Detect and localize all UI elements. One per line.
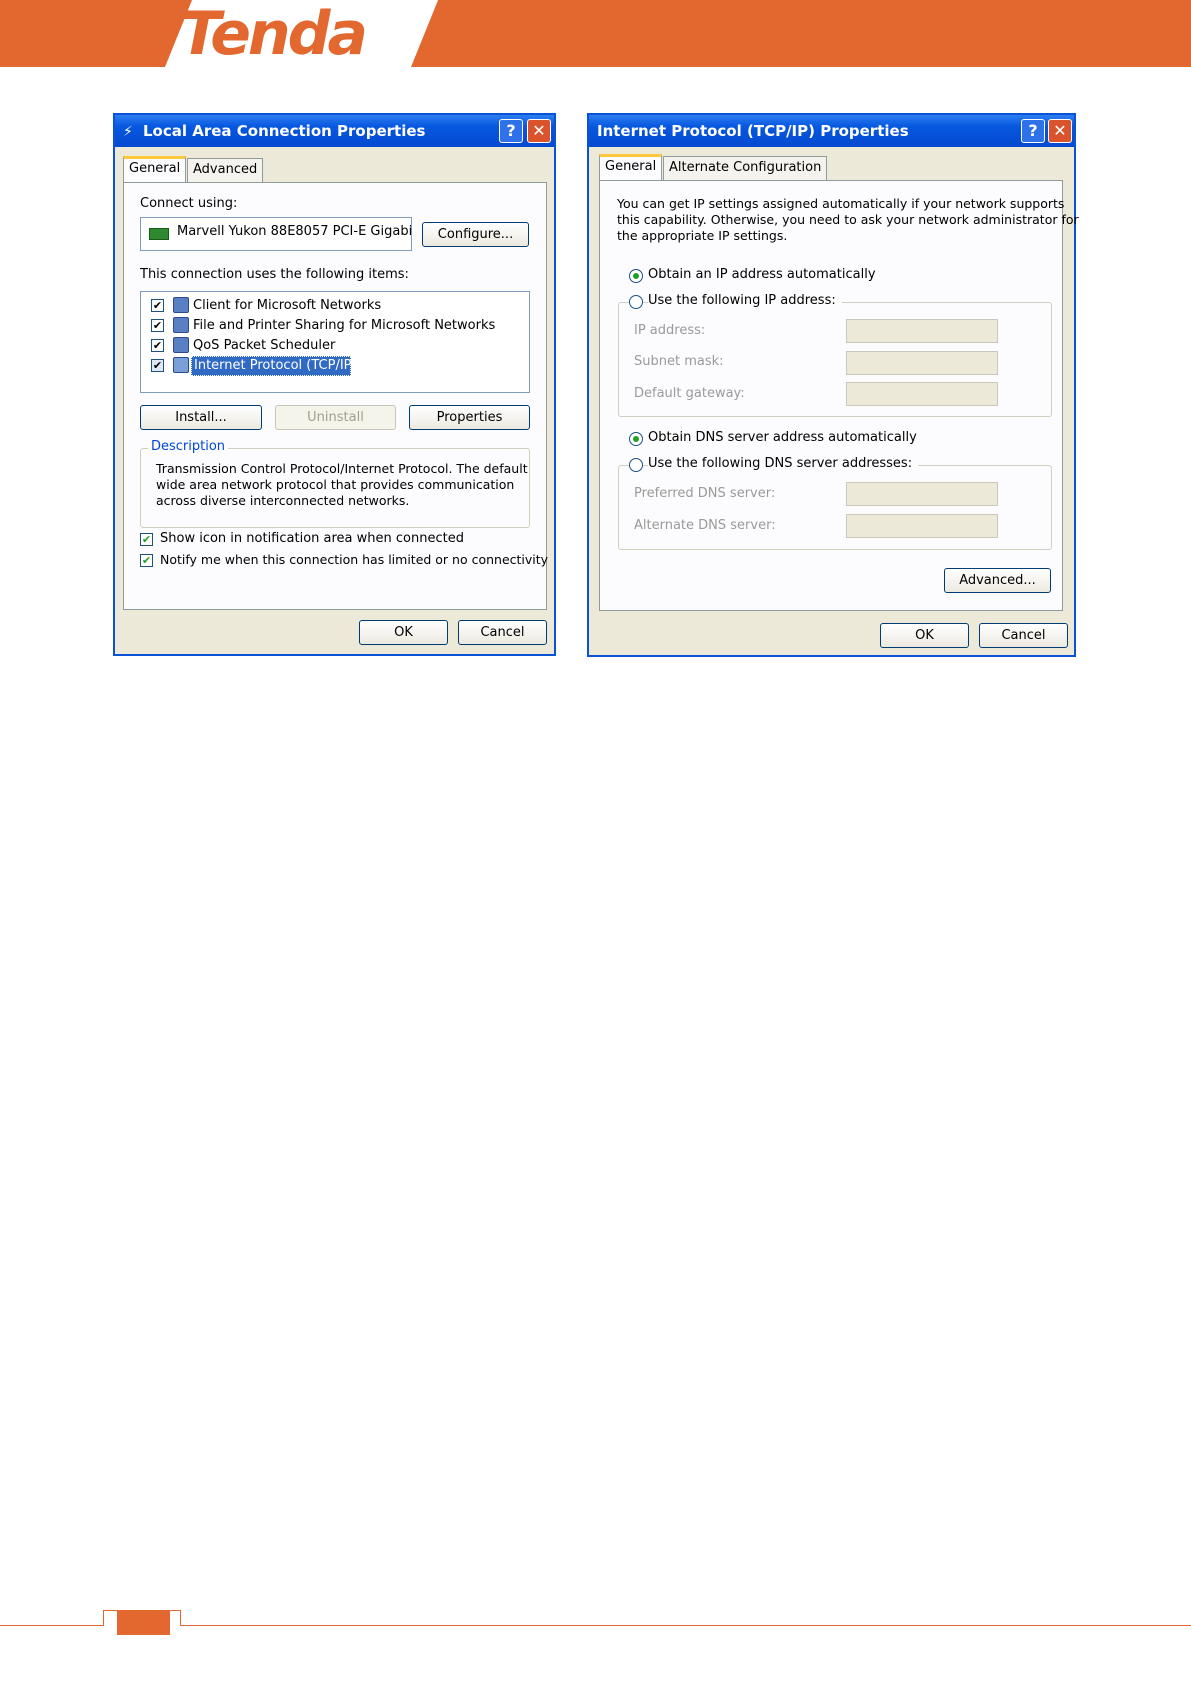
network-client-icon bbox=[173, 297, 189, 313]
dialog-titlebar[interactable] bbox=[589, 115, 1074, 147]
show-icon-checkbox[interactable]: ✔ bbox=[141, 533, 152, 546]
item-label: QoS Packet Scheduler bbox=[193, 338, 336, 353]
item-checkbox[interactable]: ✔ bbox=[152, 299, 163, 312]
item-checkbox[interactable]: ✔ bbox=[152, 339, 163, 352]
advanced-button[interactable]: Advanced... bbox=[944, 568, 1051, 593]
general-panel bbox=[123, 182, 547, 610]
preferred-dns-field[interactable] bbox=[846, 482, 998, 506]
description-line: Transmission Control Protocol/Internet Protocol. The default bbox=[156, 461, 528, 476]
dialog-title: Internet Protocol (TCP/IP) Properties bbox=[597, 122, 909, 140]
obtain-dns-label[interactable]: Obtain DNS server address automatically bbox=[648, 430, 917, 445]
list-item[interactable] bbox=[141, 336, 529, 356]
list-item[interactable] bbox=[141, 316, 529, 336]
tcpip-properties-dialog bbox=[587, 113, 1079, 657]
connect-using-label: Connect using: bbox=[140, 196, 238, 211]
alternate-dns-field[interactable] bbox=[846, 514, 998, 538]
description-label: Description bbox=[148, 439, 228, 454]
protocol-icon bbox=[173, 357, 189, 373]
dialog-titlebar[interactable] bbox=[115, 115, 554, 147]
default-gateway-label: Default gateway: bbox=[634, 386, 745, 401]
list-item-selected[interactable] bbox=[141, 356, 529, 376]
general-panel bbox=[599, 180, 1079, 611]
items-label: This connection uses the following items: bbox=[140, 267, 409, 282]
tab-alternate-configuration[interactable]: Alternate Configuration bbox=[663, 156, 827, 180]
notify-label[interactable]: Notify me when this connection has limited or no connectivity bbox=[160, 552, 549, 567]
ok-button[interactable]: OK bbox=[880, 623, 969, 648]
item-checkbox[interactable]: ✔ bbox=[152, 359, 163, 372]
cancel-button[interactable]: Cancel bbox=[458, 620, 547, 645]
item-label: File and Printer Sharing for Microsoft Networks bbox=[193, 318, 496, 333]
preferred-dns-label: Preferred DNS server: bbox=[634, 486, 776, 501]
ip-address-field[interactable] bbox=[846, 319, 998, 343]
scheduler-icon bbox=[173, 337, 189, 353]
dialog-title: Local Area Connection Properties bbox=[143, 122, 426, 140]
description-line: wide area network protocol that provides communication bbox=[156, 477, 515, 492]
obtain-ip-radio[interactable] bbox=[629, 269, 643, 283]
tab-general[interactable]: General bbox=[599, 154, 662, 180]
properties-button[interactable]: Properties bbox=[409, 405, 530, 430]
tab-general[interactable]: General bbox=[123, 156, 186, 182]
local-area-connection-dialog bbox=[113, 113, 556, 656]
subnet-mask-label: Subnet mask: bbox=[634, 354, 724, 369]
network-adapter-icon bbox=[149, 228, 169, 240]
selected-item-highlight bbox=[191, 356, 357, 376]
show-icon-label[interactable]: Show icon in notification area when connected bbox=[160, 531, 464, 546]
use-ip-radio[interactable] bbox=[629, 295, 643, 309]
page-number-block bbox=[117, 1610, 170, 1635]
obtain-dns-radio[interactable] bbox=[629, 432, 643, 446]
network-connection-icon: ⚡ bbox=[123, 124, 133, 140]
close-button[interactable]: ✕ bbox=[1048, 119, 1072, 143]
list-item[interactable] bbox=[141, 296, 529, 316]
cancel-button[interactable]: Cancel bbox=[979, 623, 1068, 648]
adapter-name: Marvell Yukon 88E8057 PCI-E Gigabi bbox=[177, 224, 413, 239]
item-checkbox[interactable]: ✔ bbox=[152, 319, 163, 332]
configure-button[interactable]: Configure... bbox=[422, 222, 529, 247]
item-label: Client for Microsoft Networks bbox=[193, 298, 382, 313]
obtain-ip-label[interactable]: Obtain an IP address automatically bbox=[648, 267, 876, 282]
file-sharing-icon bbox=[173, 317, 189, 333]
ip-address-label: IP address: bbox=[634, 323, 706, 338]
help-button[interactable]: ? bbox=[499, 119, 523, 143]
help-button[interactable]: ? bbox=[1021, 119, 1045, 143]
use-dns-label[interactable]: Use the following DNS server addresses: bbox=[648, 456, 918, 471]
use-ip-label[interactable]: Use the following IP address: bbox=[648, 293, 842, 308]
ok-button[interactable]: OK bbox=[359, 620, 448, 645]
install-button[interactable]: Install... bbox=[140, 405, 262, 430]
adapter-field bbox=[140, 217, 412, 251]
tenda-logo: Tenda bbox=[180, 0, 366, 69]
intro-line: this capability. Otherwise, you need to ask your network administrator for bbox=[617, 212, 1079, 227]
uninstall-button[interactable]: Uninstall bbox=[275, 405, 396, 430]
subnet-mask-field[interactable] bbox=[846, 351, 998, 375]
use-dns-radio[interactable] bbox=[629, 458, 643, 472]
description-line: across diverse interconnected networks. bbox=[156, 493, 410, 508]
intro-line: You can get IP settings assigned automatically if your network supports bbox=[617, 196, 1065, 211]
notify-checkbox[interactable]: ✔ bbox=[141, 554, 152, 567]
components-list[interactable] bbox=[140, 291, 530, 393]
alternate-dns-label: Alternate DNS server: bbox=[634, 518, 776, 533]
item-label: Internet Protocol (TCP/IP) bbox=[194, 358, 357, 373]
default-gateway-field[interactable] bbox=[846, 382, 998, 406]
intro-line: the appropriate IP settings. bbox=[617, 228, 788, 243]
close-button[interactable]: ✕ bbox=[527, 119, 551, 143]
tab-advanced[interactable]: Advanced bbox=[187, 158, 263, 182]
